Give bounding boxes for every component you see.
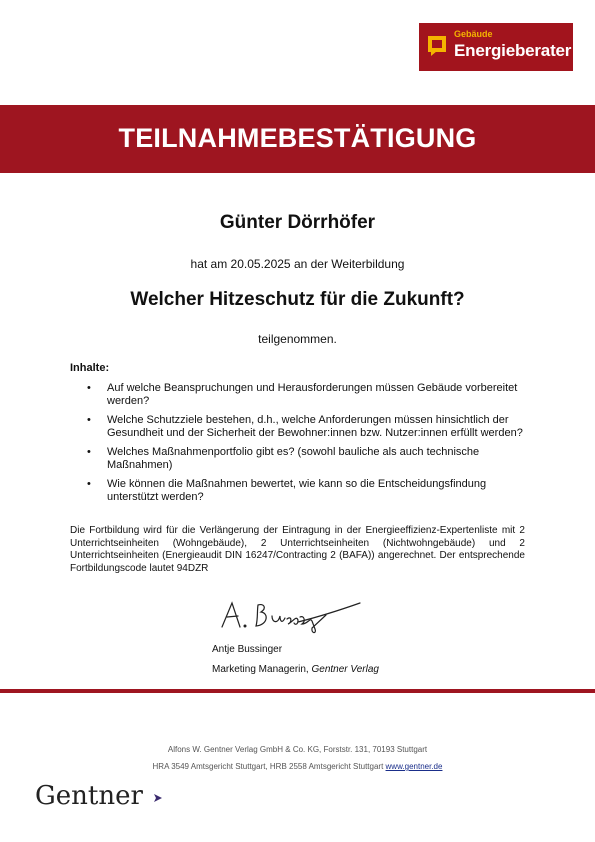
bullet-icon: • [87,382,91,394]
footer-address: Alfons W. Gentner Verlag GmbH & Co. KG, Forststr. 131, 70193 Stuttgart [167,745,428,754]
list-item [70,478,540,504]
list-item [70,382,540,408]
list-item-text: Welches Maßnahmenportfolio gibt es? (sowohl bauliche als auch technische Maßnahmen) [107,446,480,471]
list-item-text: Welche Schutzziele bestehen, d.h., welche Anforderungen müssen hinsichtlich der Gesundheit und der Sicherheit der Bewohner:innen bzw. Nutzer:innen erfüllt werden? [107,414,523,439]
intro-text: hat am 20.05.2025 an der Weiterbildung [190,257,405,271]
title-banner [0,105,595,173]
contents-heading: Inhalte: [70,362,110,374]
document-title: TEILNAHMEBESTÄTIGUNG [118,123,477,153]
bullet-icon: • [87,478,91,490]
bullet-icon: • [87,414,91,426]
contents-list [70,382,540,510]
logo-name: Energieberater [454,41,572,60]
logo-subtitle: Gebäude [454,29,493,39]
gentner-wordmark: Gentner [35,781,143,811]
speech-bubble-icon [428,36,446,56]
participant-name: Günter Dörrhöfer [219,212,376,233]
list-item [70,414,540,440]
footer-divider [0,689,595,693]
confirmation-text: teilgenommen. [258,332,337,346]
arrow-icon [153,793,163,803]
list-item-text: Auf welche Beanspruchungen und Herausforderungen müssen Gebäude vorbereitet werden? [107,382,518,407]
handwritten-signature [218,597,363,637]
footer-register [0,762,595,771]
role-text: Marketing Managerin, [212,664,309,675]
signer-name: Antje Bussinger [212,644,283,655]
gentner-logo [35,781,143,811]
signer-role [212,664,379,675]
course-title: Welcher Hitzeschutz für die Zukunft? [130,289,465,310]
register-text: HRA 3549 Amtsgericht Stuttgart, HRB 2558 Amtsgericht Stuttgart [152,762,384,771]
energieberater-logo [419,23,573,71]
list-item-text: Wie können die Maßnahmen bewertet, wie kann so die Entscheidungsfindung unterstützt werden? [107,478,487,503]
website-link[interactable]: www.gentner.de [385,762,443,771]
role-company: Gentner Verlag [311,664,379,675]
list-item [70,446,540,472]
bullet-icon: • [87,446,91,458]
credit-paragraph: Die Fortbildung wird für die Verlängerung der Eintragung in der Energieeffizienz-Expertenliste mit 2 Unterrichtseinheiten (Wohngebäude), 2 Unterrichtseinheiten (Nichtwohngebäude) und 2 Unterrichtseinheiten (Energieaudit DIN 16247/Contracting 2 (BAFA)) angerechnet. Der entsprechende Fortbildungscode lautet 94DZR [70,525,525,574]
